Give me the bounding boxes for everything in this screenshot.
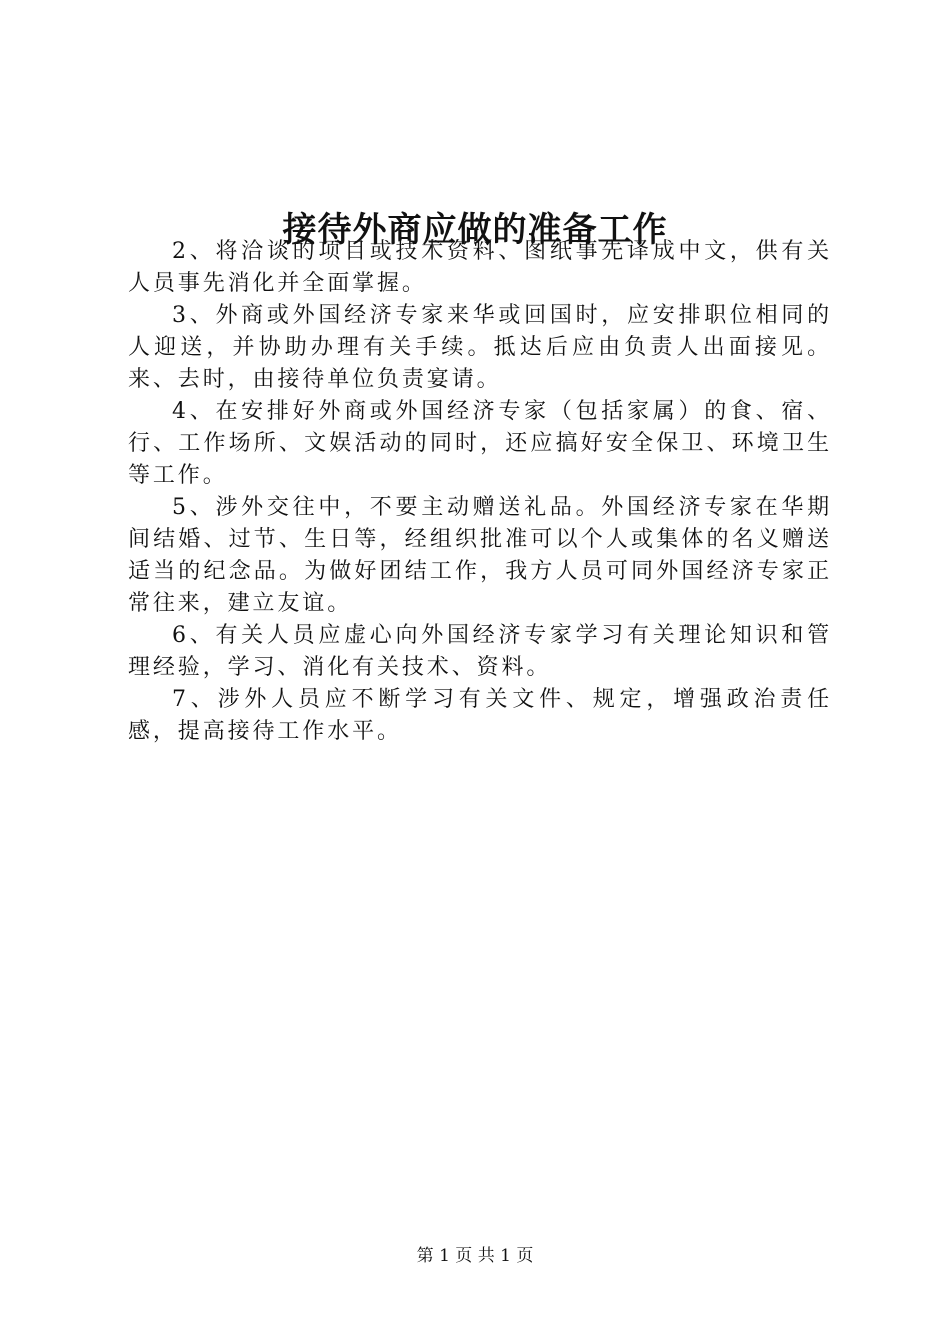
paragraph-item-2: 2、将洽谈的项目或技术资料、图纸事先译成中文，供有关人员事先消化并全面掌握。 bbox=[128, 239, 832, 296]
paragraph-item-5: 5、涉外交往中，不要主动赠送礼品。外国经济专家在华期间结婚、过节、生日等，经组织批准可以个人或集体的名义赠送适当的纪念品。为做好团结工作，我方人员可同外国经济专家正常往来，建立友谊。 bbox=[128, 495, 832, 616]
page-title: 接待外商应做的准备工作 bbox=[282, 209, 668, 250]
paragraph-item-4: 4、在安排好外商或外国经济专家（包括家属）的食、宿、行、工作场所、文娱活动的同时，还应搞好安全保卫、环境卫生等工作。 bbox=[128, 399, 832, 488]
paragraph-item-7: 7、涉外人员应不断学习有关文件、规定，增强政治责任感，提高接待工作水平。 bbox=[128, 687, 832, 744]
document-body bbox=[128, 236, 832, 748]
paragraph-item-3: 3、外商或外国经济专家来华或回国时，应安排职位相同的人迎送，并协助办理有关手续。抵达后应由负责人出面接见。来、去时，由接待单位负责宴请。 bbox=[128, 303, 832, 392]
page-footer: 第 1 页 共 1 页 bbox=[416, 1246, 534, 1266]
paragraph-item-6: 6、有关人员应虚心向外国经济专家学习有关理论知识和管理经验，学习、消化有关技术、资料。 bbox=[128, 623, 832, 680]
